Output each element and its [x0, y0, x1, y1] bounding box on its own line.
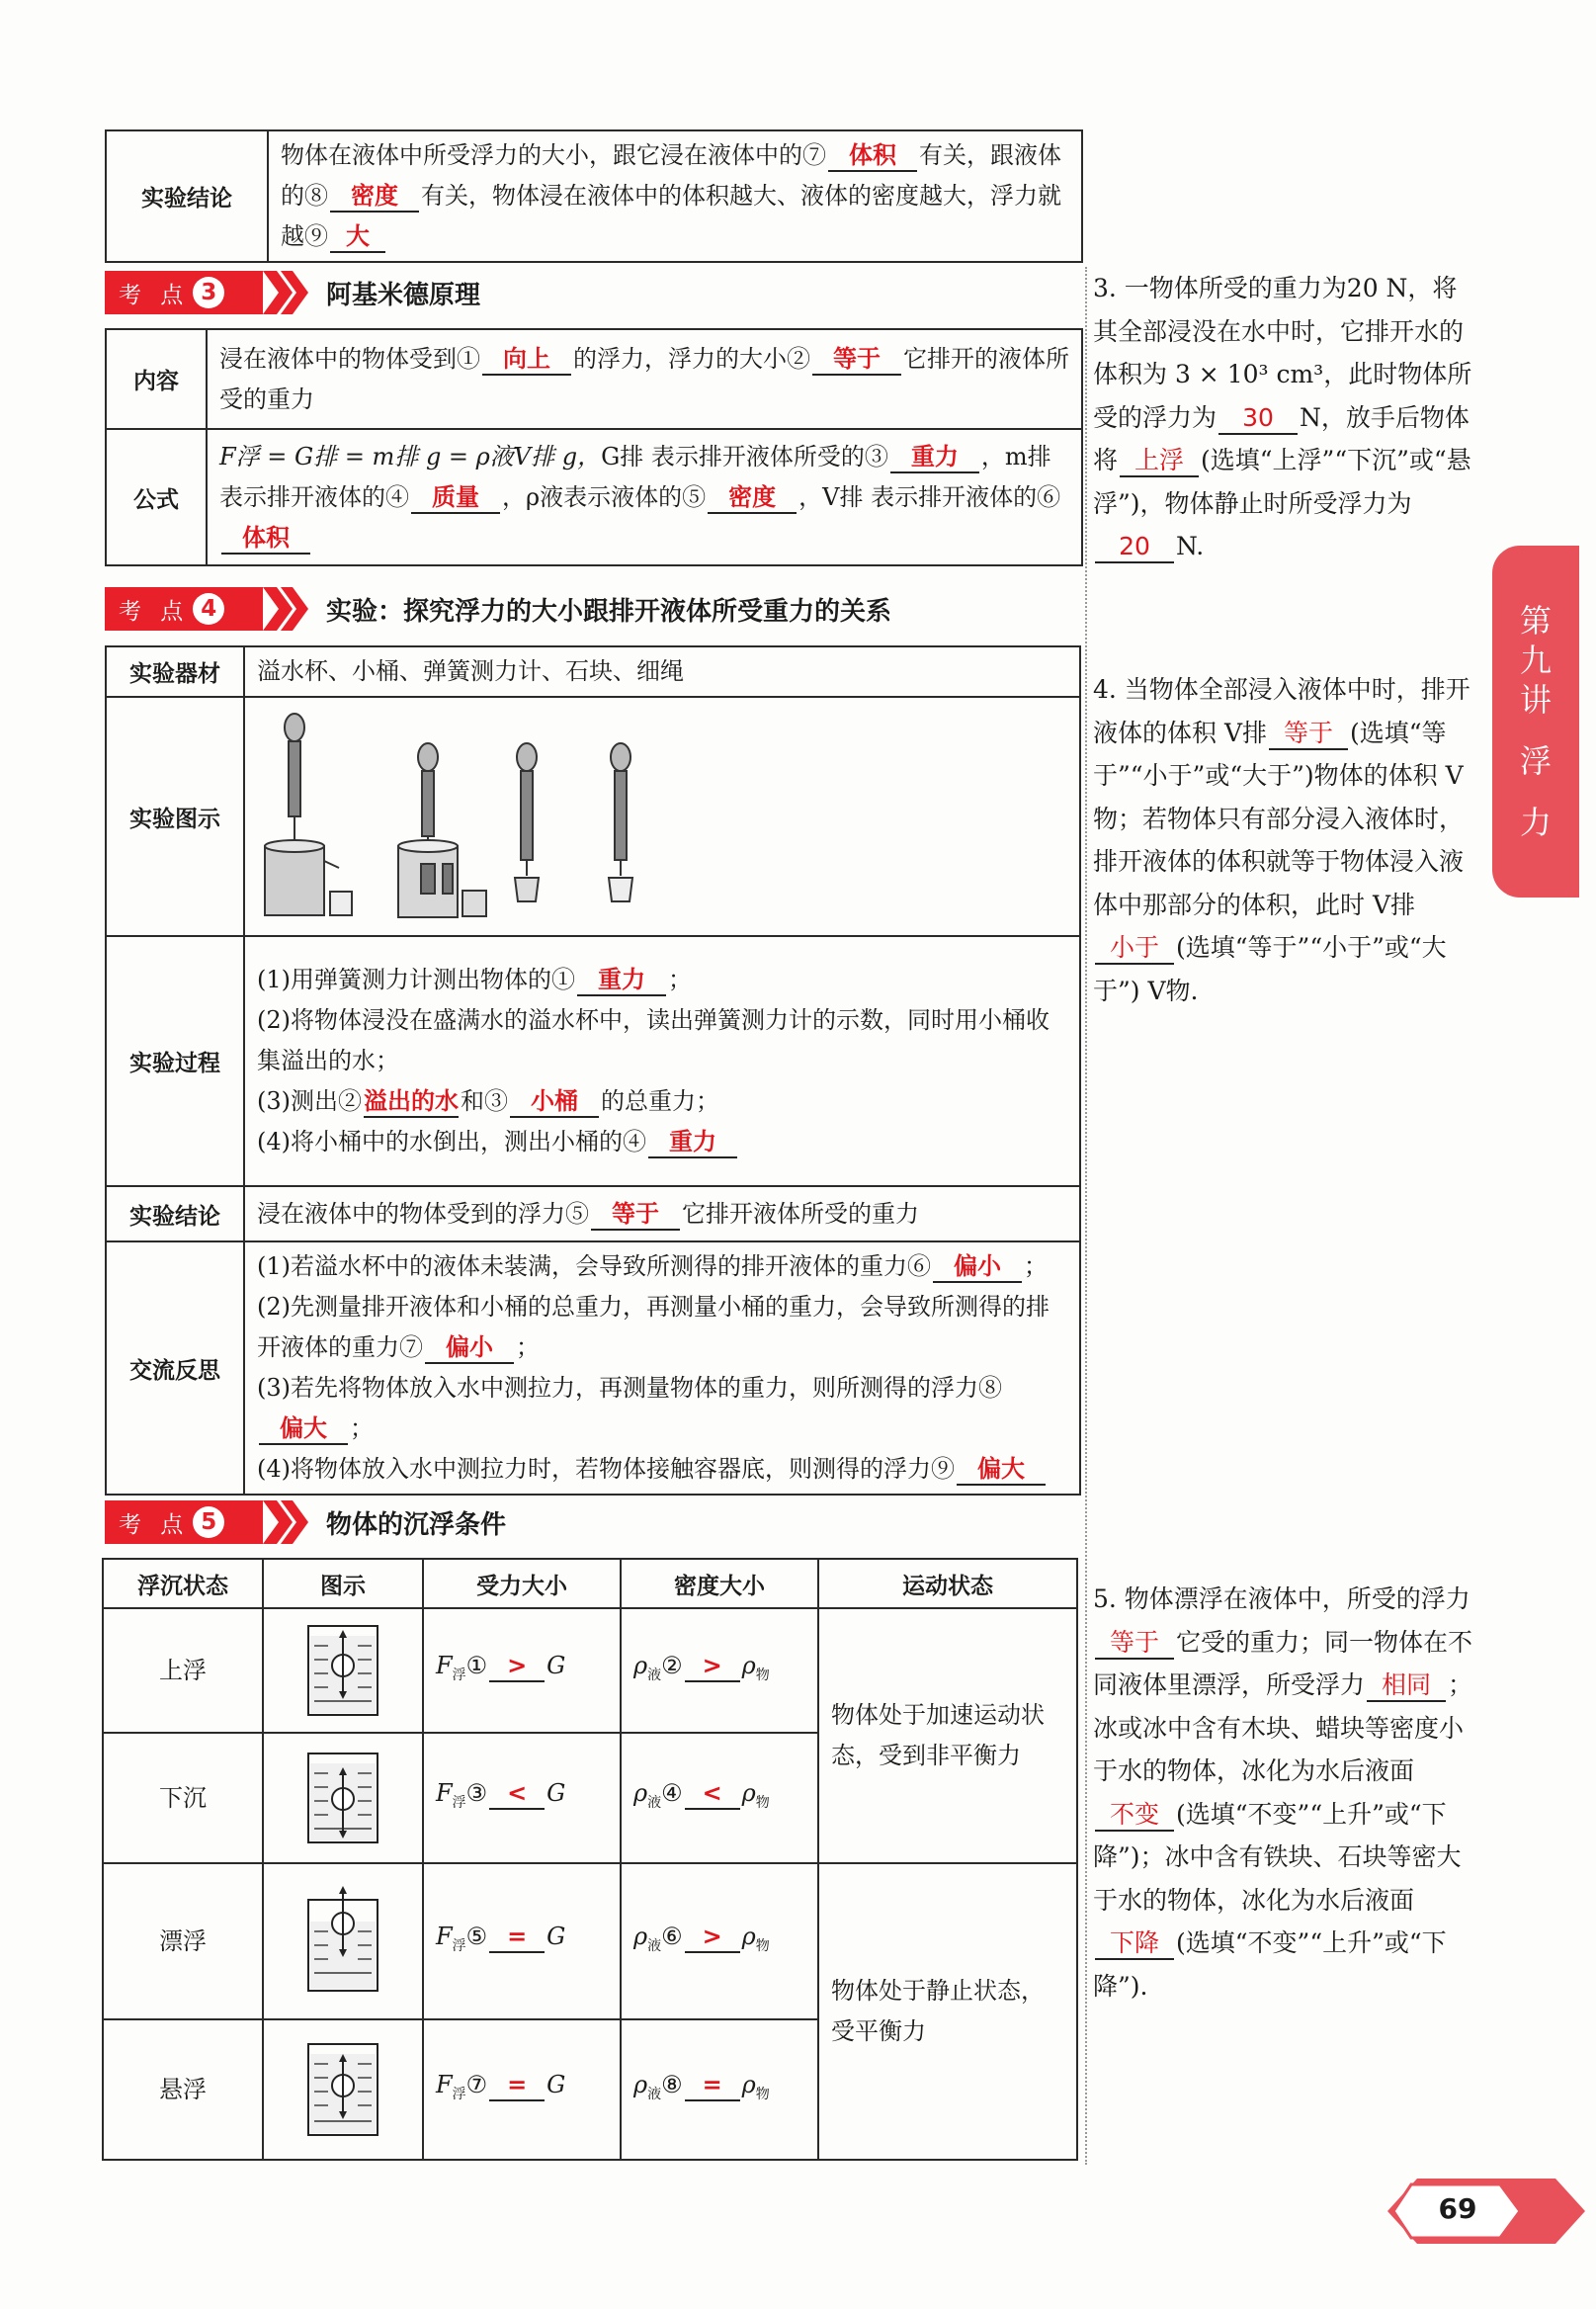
answer-blank: <	[489, 1778, 545, 1810]
kaodian-label: 考 点	[119, 1511, 190, 1538]
blank-number: ④	[661, 1778, 683, 1807]
blank-number: ③	[465, 1778, 488, 1807]
sink-float-table	[102, 1558, 1078, 2161]
text: 有关，跟液体的⑧	[281, 141, 1061, 210]
density-cell	[621, 1863, 818, 2019]
subscript: 物	[755, 2086, 770, 2102]
section-header-3	[105, 271, 480, 314]
kaodian-label: 考 点	[119, 282, 190, 308]
text: ；冰或冰中含有木块、蜡块等密度小于水的物体，冰化为水后液面	[1093, 1670, 1473, 1785]
equip-text: 溢水杯、小桶、弹簧测力计、石块、细绳	[244, 646, 1080, 697]
beaker-rising-icon	[298, 1614, 387, 1723]
answer-blank: 不变	[1095, 1800, 1174, 1832]
density-cell	[621, 1733, 818, 1863]
answer-blank: 重力	[577, 965, 666, 996]
header-motion: 运动状态	[818, 1559, 1077, 1608]
page-number: 69	[1438, 2192, 1477, 2225]
subscript: 物	[755, 1794, 770, 1811]
answer-blank: 偏大	[957, 1454, 1046, 1486]
subscript: 物	[755, 1937, 770, 1954]
subscript: 液	[647, 2086, 662, 2102]
answer-blank: >	[489, 1651, 545, 1682]
text: 它排开的液体所受的重力	[219, 344, 1069, 413]
state-cell: 下沉	[103, 1733, 263, 1863]
text: (选填“不变”“上升”或“下降”).	[1093, 1928, 1447, 2001]
force-cell	[423, 2019, 621, 2160]
force-symbol: F	[436, 2070, 453, 2098]
density-symbol: ρ	[633, 2070, 648, 2098]
text: 它受的重力；同一物体在不同液体里漂浮，所受浮力	[1093, 1627, 1473, 1699]
subscript: 液	[647, 1667, 662, 1683]
section-title: 阿基米德原理	[326, 280, 481, 310]
blank-number: ②	[661, 1651, 683, 1679]
answer-blank: 小桶	[510, 1086, 599, 1118]
answer-blank: 等于	[812, 344, 901, 376]
conclusion-text	[244, 1186, 1080, 1241]
content-label: 内容	[106, 329, 207, 429]
process-label: 实验过程	[106, 936, 244, 1186]
tab-char: 力	[1519, 804, 1552, 841]
tab-char: 九	[1519, 641, 1552, 679]
answer-blank: 重力	[890, 442, 979, 473]
text: (选填“上浮”“下沉”或“悬浮”)，物体静止时所受浮力为	[1093, 446, 1471, 518]
reflection-4	[257, 1449, 1067, 1490]
answer-blank: =	[489, 2070, 545, 2101]
density-symbol: ρ	[633, 1651, 648, 1679]
text: ，V排 表示排开液体的⑥	[798, 482, 1061, 511]
reflection-2	[257, 1287, 1067, 1368]
double-arrow-icon	[263, 587, 308, 631]
reflection-1	[257, 1246, 1067, 1287]
answer-blank: 体积	[828, 140, 917, 172]
answer-blank: 偏小	[933, 1251, 1022, 1283]
answer-blank: 密度	[330, 181, 419, 213]
table-row	[103, 1608, 1077, 1733]
beaker-figure	[263, 2019, 423, 2160]
answer-blank: 下降	[1095, 1928, 1174, 1960]
formula-text	[207, 429, 1082, 565]
answer-blank: 相同	[1367, 1670, 1446, 1702]
equip-label: 实验器材	[106, 646, 244, 697]
subscript: 浮	[452, 1667, 466, 1683]
header-state: 浮沉状态	[103, 1559, 263, 1608]
gravity-symbol: G	[546, 1651, 566, 1679]
text: (1)用弹簧测力计测出物体的①	[257, 966, 575, 993]
answer-blank: <	[685, 1778, 740, 1810]
text: (4)将物体放入水中测拉力时，若物体接触容器底，则测得的浮力⑨	[257, 1455, 955, 1483]
header-density: 密度大小	[621, 1559, 818, 1608]
text: (3)若先将物体放入水中测拉力，再测量物体的重力，则所测得的浮力⑧	[257, 1374, 1002, 1402]
process-text	[244, 936, 1080, 1186]
text: (选填“不变”“上升”或“下降”)；冰中含有铁块、石块等密大于水的物体，冰化为水后液面	[1093, 1799, 1462, 1915]
gravity-symbol: G	[546, 2070, 566, 2098]
text: ；	[516, 1333, 540, 1361]
double-arrow-icon	[263, 1500, 308, 1544]
kaodian-badge	[105, 1500, 263, 1544]
text: G排 表示排开液体所受的③	[601, 442, 888, 470]
text: (1)若溢水杯中的液体未装满，会导致所测得的排开液体的重力⑥	[257, 1252, 931, 1280]
process-step-4	[257, 1122, 1067, 1162]
text: 的总重力；	[601, 1087, 719, 1115]
beaker-figure	[263, 1733, 423, 1863]
motion-cell-1: 物体处于加速运动状态，受到非平衡力	[818, 1608, 1077, 1863]
beaker-figure	[263, 1608, 423, 1733]
subscript: 浮	[452, 1794, 466, 1811]
beaker-suspended-icon	[298, 2030, 387, 2145]
answer-blank: 偏大	[259, 1413, 348, 1445]
section-title: 实验：探究浮力的大小跟排开液体所受重力的关系	[326, 596, 892, 627]
question-4	[1093, 668, 1478, 1012]
density-symbol: ρ	[741, 1651, 756, 1679]
state-cell: 悬浮	[103, 2019, 263, 2160]
header-figure: 图示	[263, 1559, 423, 1608]
kaodian-number: 4	[193, 593, 224, 625]
answer-blank: 偏小	[425, 1332, 514, 1364]
blank-number: ①	[465, 1651, 488, 1679]
answer-blank: 上浮	[1120, 446, 1199, 477]
text: N.	[1176, 532, 1205, 560]
question-3	[1093, 267, 1478, 568]
state-cell: 漂浮	[103, 1863, 263, 2019]
text: (4)将小桶中的水倒出，测出小桶的④	[257, 1128, 646, 1155]
density-cell	[621, 2019, 818, 2160]
subscript: 浮	[452, 2086, 466, 2102]
figure-label: 实验图示	[106, 697, 244, 936]
answer-blank: 向上	[482, 344, 571, 376]
text: ，ρ液表示液体的⑤	[502, 482, 707, 511]
spring-scale-bucket-1	[515, 743, 539, 901]
answer-blank: 小于	[1095, 933, 1174, 965]
formula: F浮 = G排 = m排 g = ρ液V排 g，	[219, 442, 602, 470]
section-header-5	[105, 1500, 506, 1544]
conclusion-top-table	[105, 129, 1083, 263]
question-5	[1093, 1578, 1478, 2008]
tab-char: 浮	[1519, 742, 1552, 780]
answer-blank: =	[489, 1922, 545, 1953]
density-symbol: ρ	[633, 1778, 648, 1807]
blank-number: ⑦	[465, 2070, 488, 2098]
gravity-symbol: G	[546, 1922, 566, 1950]
answer-blank: >	[685, 1651, 740, 1682]
answer-blank: 质量	[411, 482, 500, 514]
content-text	[207, 329, 1082, 429]
text: 浸在液体中的物体受到的浮力⑤	[257, 1199, 589, 1228]
density-symbol: ρ	[741, 2070, 756, 2098]
table-header-row	[103, 1559, 1077, 1608]
answer-blank: 等于	[591, 1199, 680, 1231]
answer-blank: 重力	[648, 1127, 737, 1158]
blank-number: ⑧	[661, 2070, 683, 2098]
force-cell	[423, 1863, 621, 2019]
archimedes-table	[105, 328, 1083, 566]
reflection-label: 交流反思	[106, 1241, 244, 1495]
experiment-illustration	[245, 698, 1075, 931]
text: (选填“等于”“小于”或“大于”)物体的体积 V物；若物体只有部分浸入液体时，排开液体的体积就等于物体浸入液体中那部分的体积，此时 V排	[1093, 718, 1465, 919]
tab-char: 讲	[1519, 681, 1552, 719]
header-force: 受力大小	[423, 1559, 621, 1608]
beaker-sinking-icon	[298, 1742, 387, 1850]
density-symbol: ρ	[633, 1922, 648, 1950]
text: (2)先测量排开液体和小桶的总重力，再测量小桶的重力，会导致所测得的排开液体的重力⑦	[257, 1293, 1050, 1361]
answer-blank: 大	[330, 221, 385, 253]
section-header-4	[105, 587, 891, 631]
kaodian-badge	[105, 271, 263, 314]
overflow-cup-setup-1	[265, 714, 352, 915]
force-cell	[423, 1733, 621, 1863]
conclusion-top-text	[268, 130, 1082, 262]
gravity-symbol: G	[546, 1778, 566, 1807]
conclusion-top-label: 实验结论	[106, 130, 268, 262]
blank-number: ⑥	[661, 1922, 683, 1950]
text: 有关，物体浸在液体中的体积越大、液体的密度越大，浮力就越⑨	[281, 182, 1061, 250]
answer-blank: >	[685, 1922, 740, 1953]
text: ，m排表示排开液体的④	[219, 442, 1051, 511]
chapter-side-tab	[1492, 546, 1579, 898]
table-row	[103, 1863, 1077, 2019]
text: 它排开液体所受的重力	[682, 1199, 919, 1228]
answer-blank: =	[685, 2070, 740, 2101]
formula-label: 公式	[106, 429, 207, 565]
text: (3)测出②	[257, 1087, 362, 1115]
double-arrow-icon	[263, 271, 308, 314]
overflow-cup-setup-2	[398, 743, 486, 917]
text: (选填“等于”“小于”或“大于”) V物.	[1093, 933, 1447, 1005]
force-cell	[423, 1608, 621, 1733]
state-cell: 上浮	[103, 1608, 263, 1733]
spring-scale-bucket-2	[609, 743, 632, 901]
answer-blank: 溢出的水	[364, 1086, 459, 1118]
subscript: 物	[755, 1667, 770, 1683]
answer-blank: 等于	[1095, 1628, 1174, 1660]
experiment-table	[105, 645, 1081, 1496]
kaodian-badge	[105, 587, 263, 631]
text: ；	[668, 966, 692, 993]
text: 3. 一物体所受的重力为20 N，将其全部浸没在水中时，它排开水的体积为 3 × 10³ cm³，此时物体所受的浮力为	[1093, 274, 1472, 432]
kaodian-number: 3	[193, 277, 224, 308]
answer-blank: 20	[1095, 532, 1174, 563]
reflection-3	[257, 1368, 1067, 1449]
column-divider	[1085, 267, 1087, 2165]
force-symbol: F	[436, 1651, 453, 1679]
answer-blank: 体积	[221, 523, 310, 555]
conclusion-label: 实验结论	[106, 1186, 244, 1241]
density-symbol: ρ	[741, 1778, 756, 1807]
subscript: 液	[647, 1794, 662, 1811]
text: ；	[350, 1414, 374, 1442]
reflection-text	[244, 1241, 1080, 1495]
tab-char: 第	[1519, 602, 1552, 640]
motion-cell-2: 物体处于静止状态，受平衡力	[818, 1863, 1077, 2160]
beaker-figure	[263, 1863, 423, 2019]
subscript: 液	[647, 1937, 662, 1954]
density-cell	[621, 1608, 818, 1733]
text: 和③	[461, 1087, 508, 1115]
subscript: 浮	[452, 1937, 466, 1954]
force-symbol: F	[436, 1778, 453, 1807]
process-step-3	[257, 1081, 1067, 1122]
answer-blank: 密度	[708, 482, 797, 514]
kaodian-label: 考 点	[119, 598, 190, 625]
text: 的浮力，浮力的大小②	[573, 344, 810, 373]
process-step-2: (2)将物体浸没在盛满水的溢水杯中，读出弹簧测力计的示数，同时用小桶收集溢出的水；	[257, 1006, 1050, 1074]
force-symbol: F	[436, 1922, 453, 1950]
beaker-floating-icon	[298, 1880, 387, 1999]
answer-blank: 等于	[1269, 719, 1348, 750]
text: ；	[1024, 1252, 1048, 1280]
process-step-1	[257, 960, 1067, 1000]
text: N，放手后物体将	[1093, 402, 1470, 474]
text: 浸在液体中的物体受到①	[219, 344, 480, 373]
experiment-figure	[244, 697, 1080, 936]
page-number-badge	[1387, 2179, 1585, 2244]
text: 5. 物体漂浮在液体中，所受的浮力	[1093, 1584, 1470, 1613]
section-title: 物体的沉浮条件	[326, 1509, 507, 1540]
answer-blank: 30	[1218, 403, 1298, 435]
blank-number: ⑤	[465, 1922, 488, 1950]
density-symbol: ρ	[741, 1922, 756, 1950]
kaodian-number: 5	[193, 1506, 224, 1538]
text: 4. 当物体全部浸入液体中时，排开液体的体积 V排	[1093, 675, 1470, 747]
text: 物体在液体中所受浮力的大小，跟它浸在液体中的⑦	[281, 141, 826, 169]
